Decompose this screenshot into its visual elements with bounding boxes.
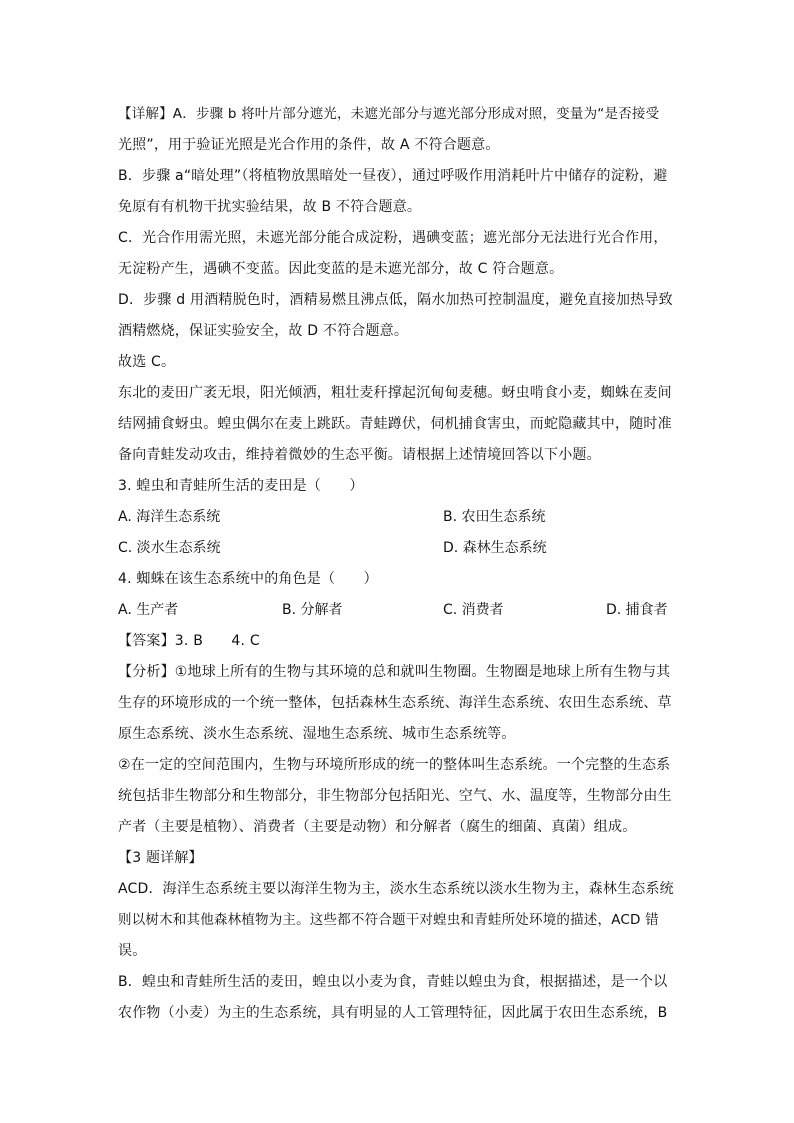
text-line: B．蝗虫和青蛙所生活的麦田，蝗虫以小麦为食，青蛙以蝗虫为食，根据描述，是一个以 bbox=[118, 974, 668, 990]
text-line: 酒精燃烧，保证实验安全，故 D 不符合题意。 bbox=[118, 323, 409, 339]
text-line: ACD．海洋生态系统主要以海洋生物为主，淡水生态系统以淡水生物为主，森林生态系统 bbox=[118, 881, 674, 897]
q4-option-c: C. 消费者 bbox=[443, 602, 504, 618]
text-line: 光照”，用于验证光照是光合作用的条件，故 A 不符合题意。 bbox=[118, 137, 500, 153]
answer-line: 【答案】3. B 4. C bbox=[118, 633, 260, 649]
q3-option-b: B. 农田生态系统 bbox=[443, 509, 546, 525]
q3-option-a: A. 海洋生态系统 bbox=[118, 509, 221, 525]
text-line: 则以树木和其他森林植物为主。这些都不符合题干对蝗虫和青蛙所处环境的描述，ACD 错 bbox=[118, 912, 659, 928]
text-line: 备向青蛙发动攻击，维持着微妙的生态平衡。请根据上述情境回答以下小题。 bbox=[118, 447, 601, 463]
q4-option-a: A. 生产者 bbox=[118, 602, 179, 618]
text-line: 东北的麦田广袤无垠，阳光倾洒，粗壮麦秆撑起沉甸甸麦穗。蚜虫啃食小麦，蜘蛛在麦间 bbox=[118, 385, 672, 401]
text-line: 【详解】A．步骤 b 将叶片部分遮光，未遮光部分与遮光部分形成对照，变量为“是否接受 bbox=[118, 106, 660, 122]
text-line: 统包括非生物部分和生物部分，非生物部分包括阳光、空气、水、温度等，生物部分由生 bbox=[118, 788, 672, 804]
section-heading: 【3 题详解】 bbox=[118, 850, 203, 866]
text-line: 原生态系统、淡水生态系统、湿地生态系统、城市生态系统等。 bbox=[118, 726, 516, 742]
q3-option-c: C. 淡水生态系统 bbox=[118, 540, 221, 556]
text-line: 【分析】①地球上所有的生物与其环境的总和就叫生物圈。生物圈是地球上所有生物与其 bbox=[118, 664, 671, 680]
text-line: 误。 bbox=[118, 943, 147, 959]
text-line: C．光合作用需光照，未遮光部分能合成淀粉，遇碘变蓝；遮光部分无法进行光合作用， bbox=[118, 230, 668, 246]
text-line: 产者（主要是植物）、消费者（主要是动物）和分解者（腐生的细菌、真菌）组成。 bbox=[118, 819, 637, 835]
text-line: ②在一定的空间范围内，生物与环境所形成的统一的整体叫生态系统。一个完整的生态系 bbox=[118, 757, 671, 773]
q4-option-d: D. 捕食者 bbox=[606, 602, 668, 618]
text-line: 故选 C。 bbox=[118, 354, 176, 370]
q3-option-d: D. 森林生态系统 bbox=[443, 540, 547, 556]
text-line: 无淀粉产生，遇碘不变蓝。因此变蓝的是未遮光部分，故 C 符合题意。 bbox=[118, 261, 564, 277]
text-line: 农作物（小麦）为主的生态系统，具有明显的人工管理特征，因此属于农田生态系统，B bbox=[118, 1005, 668, 1021]
text-line: 结网捕食蚜虫。蝗虫偶尔在麦上跳跃。青蛙蹲伏，伺机捕食害虫，而蛇隐藏其中，随时准 bbox=[118, 416, 672, 432]
text-line: 生存的环境形成的一个统一整体，包括森林生态系统、海洋生态系统、农田生态系统、草 bbox=[118, 695, 672, 711]
question-3-stem: 3. 蝗虫和青蛙所生活的麦田是（ ） bbox=[118, 478, 364, 494]
text-line: D．步骤 d 用酒精脱色时，酒精易燃且沸点低，隔水加热可控制温度，避免直接加热导致 bbox=[118, 292, 673, 308]
question-4-stem: 4. 蜘蛛在该生态系统中的角色是（ ） bbox=[118, 571, 378, 587]
text-line: B．步骤 a“暗处理”（将植物放黑暗处一昼夜），通过呼吸作用消耗叶片中储存的淀粉，避 bbox=[118, 168, 668, 184]
q4-option-b: B. 分解者 bbox=[282, 602, 343, 618]
text-line: 免原有有机物干扰实验结果，故 B 不符合题意。 bbox=[118, 199, 422, 215]
